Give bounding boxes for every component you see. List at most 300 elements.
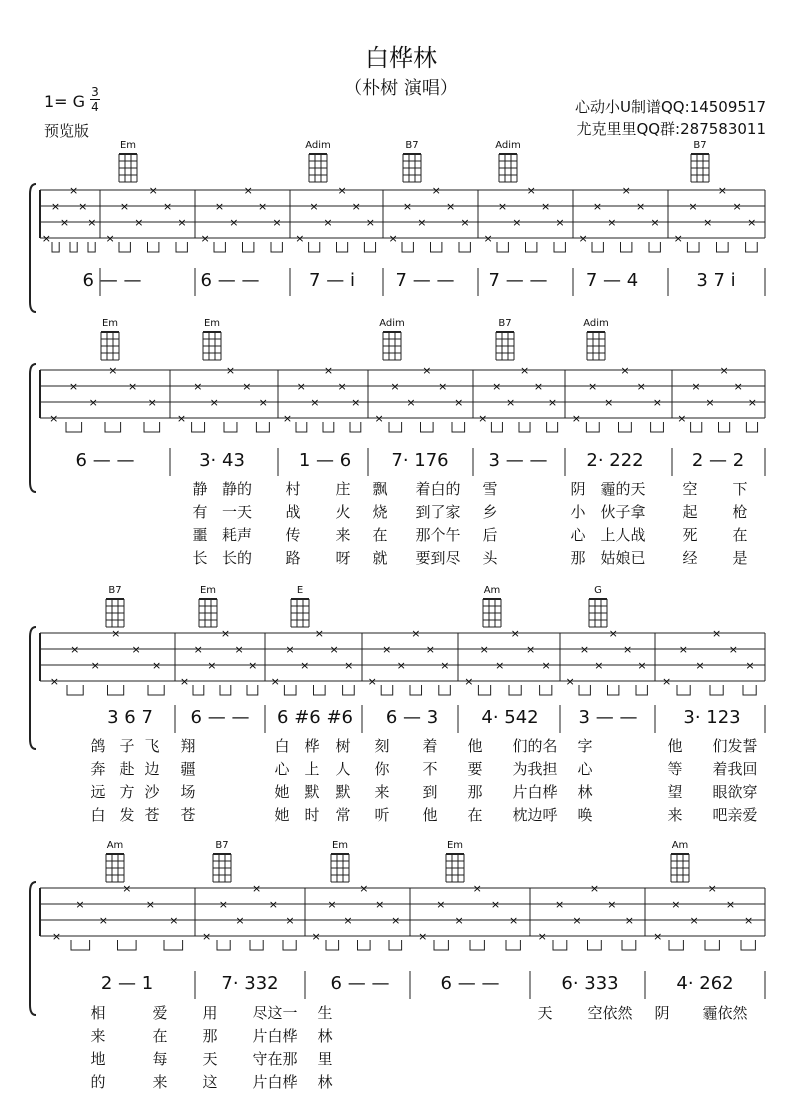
lyric-syllable: 上人战 bbox=[600, 526, 646, 544]
lyric-syllable: 白 bbox=[274, 737, 290, 755]
lyric-syllable: 眼欲穿 bbox=[712, 783, 758, 801]
lyric-syllable: 他 bbox=[467, 737, 483, 755]
strum-mark: × bbox=[425, 643, 435, 656]
strum-mark: × bbox=[111, 627, 121, 640]
rhythm-stem bbox=[389, 940, 402, 950]
strum-mark: × bbox=[248, 659, 258, 672]
strum-mark: × bbox=[98, 914, 109, 927]
rhythm-stem bbox=[283, 940, 296, 950]
numbered-measure: 3 — — bbox=[578, 707, 638, 728]
strum-mark: × bbox=[620, 364, 630, 377]
numbered-measure: 1 — 6 bbox=[298, 450, 352, 471]
strum-mark: × bbox=[725, 898, 736, 911]
lyric-syllable: 着 bbox=[422, 737, 438, 755]
preview-label: 预览版 bbox=[44, 122, 90, 140]
strum-mark: × bbox=[744, 914, 754, 927]
lyric-syllable: 为我担 bbox=[512, 760, 558, 778]
strum-mark: × bbox=[49, 412, 59, 425]
lyric-syllable: 头 bbox=[482, 549, 498, 567]
strum-mark: × bbox=[592, 200, 603, 213]
strum-mark: × bbox=[677, 412, 687, 425]
strum-mark: × bbox=[673, 232, 683, 245]
strum-mark: × bbox=[691, 380, 701, 393]
lyric-syllable: 路 bbox=[285, 549, 301, 567]
strum-mark: × bbox=[285, 643, 295, 656]
strum-mark: × bbox=[337, 184, 347, 197]
strum-mark: × bbox=[636, 200, 646, 213]
lyric-syllable: 白 bbox=[90, 806, 106, 824]
strum-mark: × bbox=[202, 930, 212, 943]
strum-mark: × bbox=[310, 396, 320, 409]
lyric-syllable: 桦 bbox=[304, 737, 320, 755]
lyric-syllable: 来 bbox=[667, 806, 683, 824]
strum-mark: × bbox=[337, 380, 347, 393]
strum-mark: × bbox=[478, 412, 488, 425]
lyric-syllable: 有 bbox=[192, 503, 208, 521]
strum-mark: × bbox=[351, 396, 361, 409]
numbered-measure: 3 6 7 bbox=[107, 707, 153, 728]
lyric-syllable: 里 bbox=[317, 1050, 333, 1068]
lyric-syllable: 后 bbox=[482, 526, 498, 544]
strum-mark: × bbox=[272, 216, 282, 229]
strum-mark: × bbox=[607, 216, 617, 229]
rhythm-stem bbox=[622, 940, 636, 950]
chord-name: Adim bbox=[583, 318, 609, 329]
lyric-syllable: 林 bbox=[577, 783, 593, 801]
strum-mark: × bbox=[745, 659, 755, 672]
strum-mark: × bbox=[747, 396, 757, 409]
chord-name: B7 bbox=[498, 318, 512, 329]
lyric-syllable: 经 bbox=[682, 549, 698, 567]
strum-mark: × bbox=[695, 659, 705, 672]
strum-mark: × bbox=[479, 643, 489, 656]
strum-mark: × bbox=[68, 380, 79, 393]
strum-mark: × bbox=[163, 200, 173, 213]
strum-mark: × bbox=[258, 396, 268, 409]
strum-mark: × bbox=[555, 898, 565, 911]
chord-name: B7 bbox=[215, 840, 229, 851]
strum-mark: × bbox=[497, 200, 508, 213]
strum-mark: × bbox=[537, 930, 547, 943]
lyric-syllable: 爱 bbox=[152, 1004, 168, 1022]
lyric-syllable: 枪 bbox=[732, 503, 748, 521]
numbered-measure: 6 — — bbox=[75, 450, 135, 471]
numbered-measure: 6 — 3 bbox=[385, 707, 439, 728]
strum-mark: × bbox=[309, 200, 319, 213]
chord-name: Em bbox=[119, 140, 137, 151]
strum-mark: × bbox=[688, 200, 698, 213]
rhythm-stem bbox=[553, 940, 567, 950]
strum-mark: × bbox=[122, 882, 132, 895]
strum-mark: × bbox=[49, 675, 59, 688]
rhythm-stem bbox=[118, 940, 137, 950]
system-bracket bbox=[30, 882, 36, 1015]
strum-mark: × bbox=[323, 364, 334, 377]
lyric-syllable: 伙子拿 bbox=[600, 503, 646, 521]
song-title: 白桦林 bbox=[365, 44, 437, 72]
strum-mark: × bbox=[209, 396, 219, 409]
lyric-syllable: 一天 bbox=[221, 503, 253, 521]
lyric-syllable: 到了家 bbox=[415, 503, 461, 521]
rhythm-stem bbox=[217, 940, 230, 950]
rhythm-stem bbox=[358, 940, 371, 950]
strum-mark: × bbox=[344, 659, 354, 672]
strum-mark: × bbox=[388, 232, 398, 245]
strum-mark: × bbox=[351, 200, 361, 213]
lyric-syllable: 村 bbox=[285, 480, 301, 498]
strum-mark: × bbox=[51, 930, 62, 943]
strum-mark: × bbox=[589, 882, 600, 895]
lyric-syllable: 她 bbox=[274, 806, 290, 824]
strum-mark: × bbox=[323, 216, 333, 229]
numbered-measure: 3 7 i bbox=[696, 270, 736, 291]
lyric-syllable: 着白的 bbox=[415, 480, 461, 498]
lyric-syllable: 空依然 bbox=[587, 1004, 633, 1022]
lyric-syllable: 你 bbox=[374, 760, 390, 778]
strum-mark: × bbox=[604, 396, 614, 409]
lyric-syllable: 翔 bbox=[180, 737, 196, 755]
strum-mark: × bbox=[472, 882, 482, 895]
strum-mark: × bbox=[431, 184, 441, 197]
numbered-measure: 4· 542 bbox=[481, 707, 539, 728]
strum-mark: × bbox=[578, 232, 588, 245]
strum-mark: × bbox=[59, 216, 70, 229]
strum-mark: × bbox=[705, 396, 715, 409]
lyric-syllable: 就 bbox=[372, 549, 388, 567]
lyric-syllable: 耗声 bbox=[221, 526, 253, 544]
strum-mark: × bbox=[365, 216, 375, 229]
strum-mark: × bbox=[712, 627, 722, 640]
lyric-syllable: 呀 bbox=[335, 549, 351, 567]
strum-mark: × bbox=[311, 930, 321, 943]
strum-mark: × bbox=[108, 364, 118, 377]
strum-mark: × bbox=[671, 898, 681, 911]
lyric-syllable: 噩 bbox=[192, 526, 208, 544]
strum-mark: × bbox=[454, 914, 464, 927]
lyric-syllable: 默 bbox=[304, 783, 320, 801]
strum-mark: × bbox=[587, 380, 598, 393]
strum-mark: × bbox=[594, 659, 604, 672]
strum-mark: × bbox=[519, 364, 530, 377]
strum-mark: × bbox=[678, 643, 688, 656]
strum-mark: × bbox=[282, 412, 293, 425]
strum-mark: × bbox=[526, 643, 536, 656]
strum-mark: × bbox=[234, 643, 244, 656]
strum-mark: × bbox=[422, 364, 432, 377]
strum-mark: × bbox=[747, 216, 757, 229]
strum-mark: × bbox=[607, 898, 617, 911]
lyric-syllable: 那 bbox=[570, 549, 586, 567]
lyric-syllable: 火 bbox=[335, 503, 351, 521]
lyric-syllable: 赴 bbox=[119, 760, 135, 778]
numbered-measure: 6· 333 bbox=[561, 973, 619, 994]
numbered-measure: 3· 43 bbox=[199, 450, 245, 471]
lyric-syllable: 奔 bbox=[90, 760, 106, 778]
strum-mark: × bbox=[177, 216, 187, 229]
lyric-syllable: 听 bbox=[374, 806, 390, 824]
strum-mark: × bbox=[225, 364, 236, 377]
chord-name: B7 bbox=[405, 140, 419, 151]
strum-mark: × bbox=[295, 232, 305, 245]
lyric-syllable: 枕边呼 bbox=[512, 806, 558, 824]
strum-mark: × bbox=[464, 675, 474, 688]
lyric-syllable: 姑娘已 bbox=[600, 549, 646, 567]
strum-mark: × bbox=[229, 216, 239, 229]
lyric-syllable: 心 bbox=[570, 526, 586, 544]
lyric-syllable: 用 bbox=[202, 1004, 218, 1022]
lyric-syllable: 静的 bbox=[221, 480, 253, 498]
numbered-measure: 2 — 1 bbox=[100, 973, 154, 994]
strum-mark: × bbox=[214, 200, 225, 213]
lyric-syllable: 常 bbox=[335, 806, 351, 824]
lyric-syllable: 来 bbox=[90, 1027, 106, 1045]
lyric-syllable: 心 bbox=[274, 760, 290, 778]
strum-mark: × bbox=[438, 380, 448, 393]
credit-group: 尤克里里QQ群:287583011 bbox=[576, 120, 766, 138]
lyric-syllable: 传 bbox=[285, 526, 301, 544]
numbered-measure: 7· 332 bbox=[221, 973, 279, 994]
numbered-measure: 3 — — bbox=[488, 450, 548, 471]
strum-mark: × bbox=[296, 380, 306, 393]
strum-mark: × bbox=[127, 380, 138, 393]
strum-mark: × bbox=[623, 643, 633, 656]
strum-mark: × bbox=[252, 882, 262, 895]
lyric-syllable: 上 bbox=[304, 760, 320, 778]
strum-mark: × bbox=[391, 914, 401, 927]
meter-top: 3 bbox=[91, 85, 99, 99]
lyric-syllable: 长的 bbox=[221, 549, 253, 567]
lyric-syllable: 边 bbox=[144, 760, 160, 778]
lyric-syllable: 要 bbox=[467, 760, 483, 778]
rhythm-stem bbox=[588, 940, 602, 950]
lyric-syllable: 她 bbox=[274, 783, 290, 801]
strum-mark: × bbox=[572, 914, 582, 927]
chord-name: Adim bbox=[379, 318, 405, 329]
strum-mark: × bbox=[460, 216, 470, 229]
numbered-measure: 2· 222 bbox=[586, 450, 644, 471]
strum-mark: × bbox=[717, 184, 727, 197]
numbered-measure: 6 — — bbox=[440, 973, 500, 994]
strum-mark: × bbox=[732, 200, 742, 213]
strum-mark: × bbox=[329, 643, 339, 656]
strum-mark: × bbox=[418, 930, 428, 943]
rhythm-stem bbox=[741, 940, 755, 950]
lyric-syllable: 心 bbox=[577, 760, 593, 778]
lyric-syllable: 来 bbox=[374, 783, 390, 801]
chord-name: B7 bbox=[693, 140, 707, 151]
lyric-syllable: 小 bbox=[570, 503, 586, 521]
strum-mark: × bbox=[653, 930, 663, 943]
chord-name: Em bbox=[331, 840, 349, 851]
chord-name: Am bbox=[483, 585, 501, 596]
chord-name: Em bbox=[446, 840, 464, 851]
strum-mark: × bbox=[526, 184, 536, 197]
numbered-measure: 6 — — bbox=[200, 270, 260, 291]
strum-mark: × bbox=[70, 643, 80, 656]
lyric-syllable: 霾的天 bbox=[600, 480, 646, 498]
strum-mark: × bbox=[207, 659, 217, 672]
key-signature: 1= G bbox=[44, 92, 86, 111]
lyric-syllable: 着我回 bbox=[712, 760, 758, 778]
strum-mark: × bbox=[541, 200, 551, 213]
numbered-measure: 6 — — bbox=[190, 707, 250, 728]
strum-mark: × bbox=[417, 216, 427, 229]
numbered-measure: 4· 262 bbox=[676, 973, 734, 994]
lyric-syllable: 树 bbox=[335, 737, 351, 755]
lyric-syllable: 尽这一 bbox=[252, 1004, 298, 1022]
rhythm-stem bbox=[71, 940, 90, 950]
lyric-syllable: 霾依然 bbox=[702, 1004, 748, 1022]
strum-mark: × bbox=[193, 643, 203, 656]
lyric-syllable: 林 bbox=[317, 1027, 333, 1045]
strum-mark: × bbox=[390, 380, 400, 393]
strum-mark: × bbox=[406, 396, 416, 409]
strum-mark: × bbox=[270, 675, 280, 688]
lyric-syllable: 乡 bbox=[482, 503, 498, 521]
lyric-syllable: 来 bbox=[152, 1073, 168, 1091]
lyric-syllable: 场 bbox=[180, 783, 196, 801]
strum-mark: × bbox=[446, 200, 456, 213]
strum-mark: × bbox=[703, 216, 713, 229]
lyric-syllable: 片白桦 bbox=[252, 1027, 298, 1045]
numbered-measure: 6 — — bbox=[330, 973, 390, 994]
lyric-syllable: 刻 bbox=[374, 737, 390, 755]
lyric-syllable: 吧亲爱 bbox=[712, 806, 758, 824]
numbered-measure: 3· 123 bbox=[683, 707, 741, 728]
lyric-syllable: 这 bbox=[202, 1073, 218, 1091]
strum-mark: × bbox=[218, 898, 228, 911]
lyric-syllable: 在 bbox=[152, 1027, 168, 1045]
lyric-syllable: 苍 bbox=[144, 806, 160, 824]
strum-mark: × bbox=[145, 898, 155, 911]
lyric-syllable: 默 bbox=[335, 783, 351, 801]
meter-bottom: 4 bbox=[91, 100, 99, 114]
rhythm-stem bbox=[164, 940, 183, 950]
lyric-syllable: 发 bbox=[119, 806, 135, 824]
strum-mark: × bbox=[242, 380, 252, 393]
strum-mark: × bbox=[490, 898, 501, 911]
lyric-syllable: 子 bbox=[119, 737, 135, 755]
strum-mark: × bbox=[483, 232, 493, 245]
lyric-syllable: 沙 bbox=[144, 783, 160, 801]
lyric-syllable: 起 bbox=[682, 503, 698, 521]
strum-mark: × bbox=[565, 675, 575, 688]
strum-mark: × bbox=[88, 396, 98, 409]
chord-name: Am bbox=[106, 840, 124, 851]
lyric-syllable: 人 bbox=[335, 760, 351, 778]
chord-name: B7 bbox=[108, 585, 122, 596]
lyric-syllable: 天 bbox=[202, 1050, 218, 1068]
strum-mark: × bbox=[541, 659, 551, 672]
lyric-syllable: 望 bbox=[667, 783, 683, 801]
strum-mark: × bbox=[268, 898, 278, 911]
strum-mark: × bbox=[374, 412, 384, 425]
numbered-measure: 2 — 2 bbox=[691, 450, 745, 471]
strum-mark: × bbox=[637, 659, 647, 672]
numbered-measure: 7 — 4 bbox=[585, 270, 639, 291]
lyric-syllable: 相 bbox=[90, 1004, 106, 1022]
strum-mark: × bbox=[509, 914, 519, 927]
lyric-syllable: 林 bbox=[317, 1073, 333, 1091]
strum-mark: × bbox=[78, 200, 88, 213]
lyric-syllable: 远 bbox=[90, 783, 106, 801]
lyric-syllable: 长 bbox=[192, 549, 208, 567]
lyric-syllable: 他 bbox=[667, 737, 683, 755]
chord-name: Adim bbox=[305, 140, 331, 151]
rhythm-stem bbox=[250, 940, 263, 950]
chord-name: Am bbox=[671, 840, 689, 851]
strum-mark: × bbox=[75, 898, 85, 911]
chord-name: Em bbox=[101, 318, 119, 329]
strum-mark: × bbox=[69, 184, 79, 197]
lyric-syllable: 飞 bbox=[144, 737, 160, 755]
lyric-syllable: 阴 bbox=[570, 480, 586, 498]
strum-mark: × bbox=[343, 914, 353, 927]
lyric-syllable: 的 bbox=[90, 1073, 106, 1091]
lyric-syllable: 生 bbox=[317, 1004, 333, 1022]
strum-mark: × bbox=[728, 643, 738, 656]
lyric-syllable: 战 bbox=[285, 503, 301, 521]
strum-mark: × bbox=[636, 380, 646, 393]
strum-mark: × bbox=[652, 396, 663, 409]
strum-mark: × bbox=[235, 914, 245, 927]
rhythm-stem bbox=[326, 940, 339, 950]
lyric-syllable: 不 bbox=[422, 760, 438, 778]
rhythm-stem bbox=[470, 940, 484, 950]
rhythm-stem bbox=[669, 940, 683, 950]
strum-mark: × bbox=[689, 914, 699, 927]
strum-mark: × bbox=[169, 914, 179, 927]
rhythm-stem bbox=[434, 940, 448, 950]
lyric-syllable: 时 bbox=[304, 806, 320, 824]
lyric-syllable: 空 bbox=[682, 480, 698, 498]
numbered-measure: 7 — i bbox=[309, 270, 355, 291]
lyric-syllable: 烧 bbox=[372, 503, 388, 521]
strum-mark: × bbox=[624, 914, 634, 927]
strum-mark: × bbox=[579, 643, 590, 656]
strum-mark: × bbox=[41, 232, 51, 245]
strum-mark: × bbox=[375, 898, 385, 911]
numbered-measure: 7 — — bbox=[488, 270, 548, 291]
strum-mark: × bbox=[300, 659, 310, 672]
credit-qq: 心动小U制谱QQ:14509517 bbox=[575, 98, 766, 116]
lyric-syllable: 要到尽 bbox=[415, 549, 461, 567]
lyric-syllable: 片白桦 bbox=[512, 783, 558, 801]
strum-mark: × bbox=[367, 675, 377, 688]
numbered-measure: 6 #6 #6 bbox=[277, 707, 353, 728]
strum-mark: × bbox=[719, 364, 729, 377]
lyric-syllable: 唤 bbox=[577, 806, 593, 824]
lyric-syllable: 守在那 bbox=[252, 1050, 298, 1068]
lyric-syllable: 们的名 bbox=[512, 737, 558, 755]
strum-mark: × bbox=[396, 659, 406, 672]
lyric-syllable: 到 bbox=[422, 783, 438, 801]
strum-mark: × bbox=[179, 675, 190, 688]
chord-name: Em bbox=[199, 585, 217, 596]
strum-mark: × bbox=[495, 659, 505, 672]
strum-mark: × bbox=[220, 627, 231, 640]
lyric-syllable: 那 bbox=[202, 1027, 218, 1045]
strum-mark: × bbox=[436, 898, 446, 911]
lyric-syllable: 在 bbox=[732, 526, 748, 544]
strum-mark: × bbox=[492, 380, 502, 393]
rhythm-stem bbox=[506, 940, 520, 950]
strum-mark: × bbox=[151, 659, 162, 672]
lyric-syllable: 们发誓 bbox=[712, 737, 758, 755]
lyric-syllable: 每 bbox=[152, 1050, 168, 1068]
numbered-measure: 7· 176 bbox=[391, 450, 449, 471]
strum-mark: × bbox=[707, 882, 717, 895]
